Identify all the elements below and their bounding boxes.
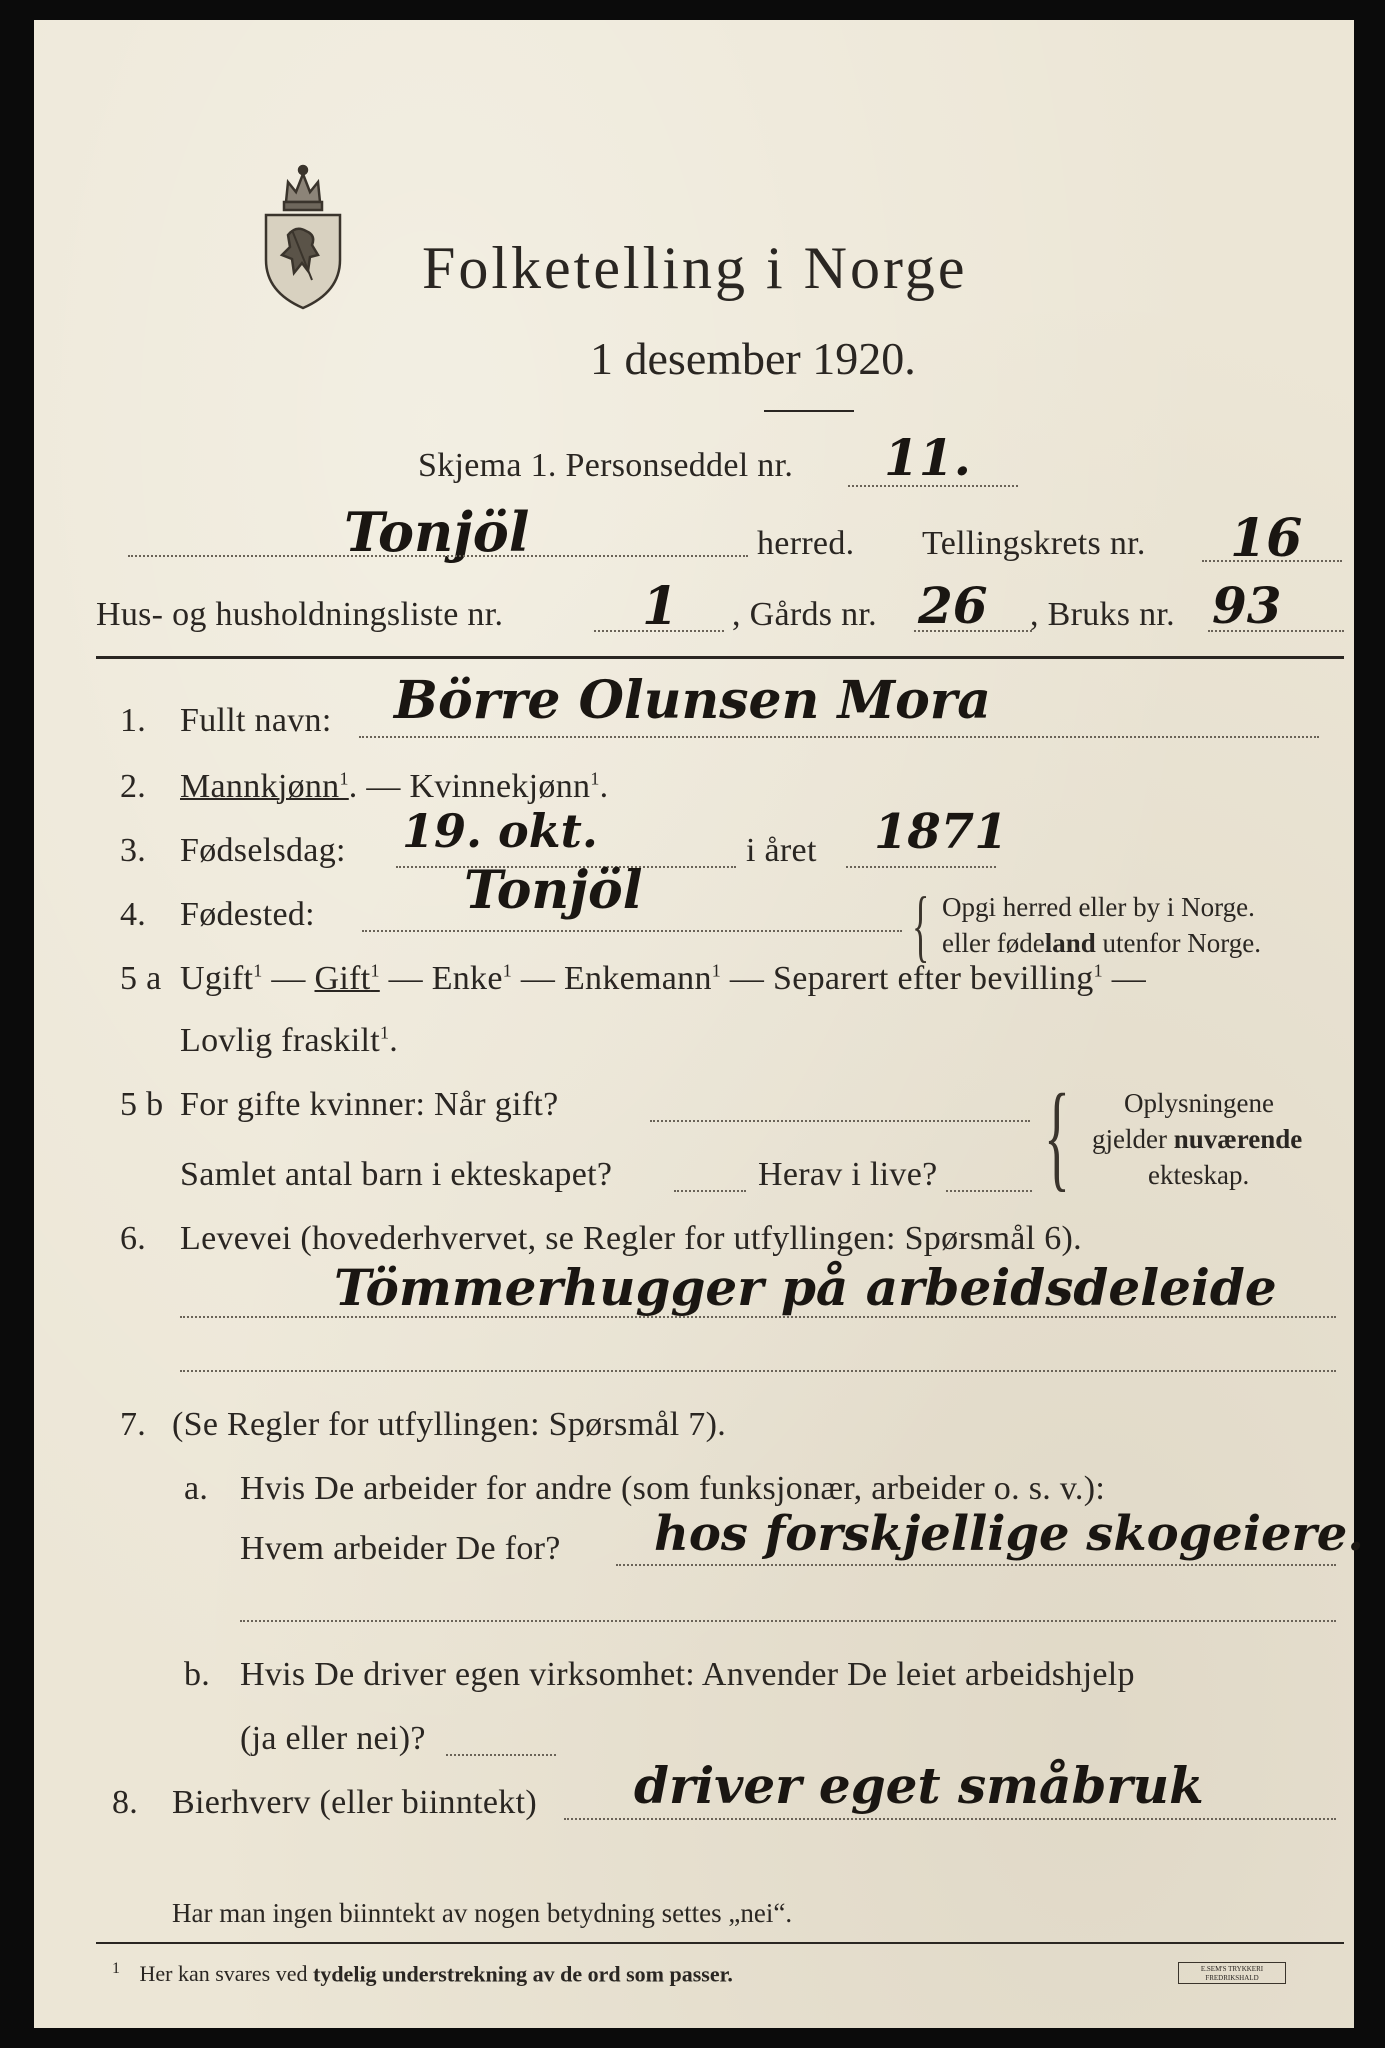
q5b-number: 5 b [120,1086,164,1123]
female-option[interactable]: Kvinnekjønn$^1$ [409,768,600,805]
q4-note-line2: eller fødeland utenfor Norge. [942,928,1261,958]
q3-birthday-value[interactable]: 19. okt. [402,804,598,858]
census-form-sheet [34,20,1365,2028]
gift-option[interactable]: Gift$^1$ [314,960,380,997]
q4-field-line [362,930,902,932]
q1-label: Fullt navn: [180,702,332,739]
q4-birthplace-value[interactable]: Tonjöl [464,860,643,921]
q3-year-value[interactable]: 1871 [874,804,1008,860]
q7-number: 7. [120,1406,147,1443]
q6-number: 6. [120,1220,147,1257]
herred-value[interactable]: Tonjöl [344,500,530,564]
ugift-option[interactable]: Ugift$^1$ [180,960,263,997]
q3-year-field-line [846,866,996,868]
q8-number: 8. [112,1784,139,1821]
q7a-number: a. [184,1470,209,1507]
q5b-alive-field-line [946,1190,1032,1192]
hus-label: Hus- og husholdningsliste nr. [96,596,504,633]
q7b-label: Hvis De driver egen virksomhet: Anvender De leiet arbeidshjelp [240,1656,1135,1693]
q7a-field-line-2 [240,1620,1336,1622]
title-divider [764,410,854,412]
male-option[interactable]: Mannkjønn$^1$ [180,768,349,805]
q5a-number: 5 a [120,960,162,997]
q7b-field-line [446,1754,556,1756]
q6-occupation-value[interactable]: Tömmerhugger på arbeidsdeleide [334,1258,1277,1317]
q6-label: Levevei (hovederhvervet, se Regler for utfyllingen: Spørsmål 6). [180,1220,1082,1257]
coat-of-arms-icon [258,160,348,310]
q5b-married-field-line [650,1120,1030,1122]
q5b-children-label: Samlet antal barn i ekteskapet? [180,1156,613,1193]
q7b-number: b. [184,1656,211,1693]
q8-side-income-value[interactable]: driver eget småbruk [634,1756,1204,1815]
herred-label: herred. [757,525,855,562]
herred-field-line [128,555,748,557]
enke-option[interactable]: Enke$^1$ [431,960,513,997]
bruks-value[interactable]: 93 [1212,576,1282,635]
separert-option[interactable]: Separert efter bevilling$^1$ [772,960,1103,997]
gards-value[interactable]: 26 [918,576,988,635]
q4-note-brace: { [912,882,930,970]
q2-number: 2. [120,768,147,805]
q8-field-line [564,1818,1336,1820]
q1-number: 1. [120,702,147,739]
footer-rule [96,1942,1344,1944]
bruks-label: , Bruks nr. [1030,596,1175,633]
q6-field-line-1 [180,1316,1336,1318]
form-title: Folketelling i Norge [422,235,968,301]
gards-label: , Gårds nr. [732,596,877,633]
q3-year-label: i året [746,832,817,869]
q5a-marital-options: Ugift$^1$ — Gift$^1$ — Enke$^1$ — Enkemann$^1$ — Separert efter bevilling$^1$ — [180,960,1147,997]
q7a-field-line [616,1564,1336,1566]
header-rule [96,656,1344,659]
q5b-note-line2: gjelder nuværende [1092,1124,1303,1154]
q7a-employer-value[interactable]: hos forskjellige skogeiere. [654,1506,1365,1562]
hus-value[interactable]: 1 [642,576,679,637]
enkemann-option[interactable]: Enkemann$^1$ [563,960,722,997]
q1-full-name-value[interactable]: Börre Olunsen Mora [394,670,991,731]
q1-field-line [359,736,1319,738]
q7a-label: Hvis De arbeider for andre (som funksjonær, arbeider o. s. v.): [240,1470,1106,1507]
skjema-label: Skjema 1. Personseddel nr. [418,447,794,484]
q8-label: Bierhverv (eller biinntekt) [172,1784,537,1821]
q5b-label: For gifte kvinner: Når gift? [180,1086,559,1123]
tellingskrets-label: Tellingskrets nr. [922,525,1146,562]
personseddel-nr-value[interactable]: 11. [884,428,971,487]
tellingskrets-value[interactable]: 16 [1230,508,1303,569]
q3-label: Fødselsdag: [180,832,346,869]
footer-note: Har man ingen biinntekt av nogen betydning settes „nei“. [172,1898,793,1928]
q5b-note-line3: ekteskap. [1148,1160,1250,1190]
footnote: $^1$ Her kan svares ved tydelig understrekning av de ord som passer. [112,1960,733,1987]
q6-field-line-2 [180,1370,1336,1372]
q5b-children-field-line [674,1190,746,1192]
q5b-note-line1: Oplysningene [1124,1088,1274,1118]
printer-stamp: E.SEM'S TRYKKERI FREDRIKSHALD [1178,1962,1286,1984]
fraskilt-option[interactable]: Lovlig fraskilt$^1$. [180,1022,399,1059]
q5b-note-brace: { [1044,1069,1070,1202]
q4-note-line1: Opgi herred eller by i Norge. [942,892,1255,922]
q7-label: (Se Regler for utfyllingen: Spørsmål 7). [172,1406,727,1443]
q5b-alive-label: Herav i live? [758,1156,938,1193]
q7b-question: (ja eller nei)? [240,1720,426,1757]
q4-label: Fødested: [180,896,315,933]
q7a-question: Hvem arbeider De for? [240,1530,561,1567]
q3-number: 3. [120,832,147,869]
q2-sex-options: Mannkjønn$^1$. — Kvinnekjønn$^1$. [180,768,609,805]
q4-number: 4. [120,896,147,933]
census-date: 1 desember 1920. [590,333,916,384]
